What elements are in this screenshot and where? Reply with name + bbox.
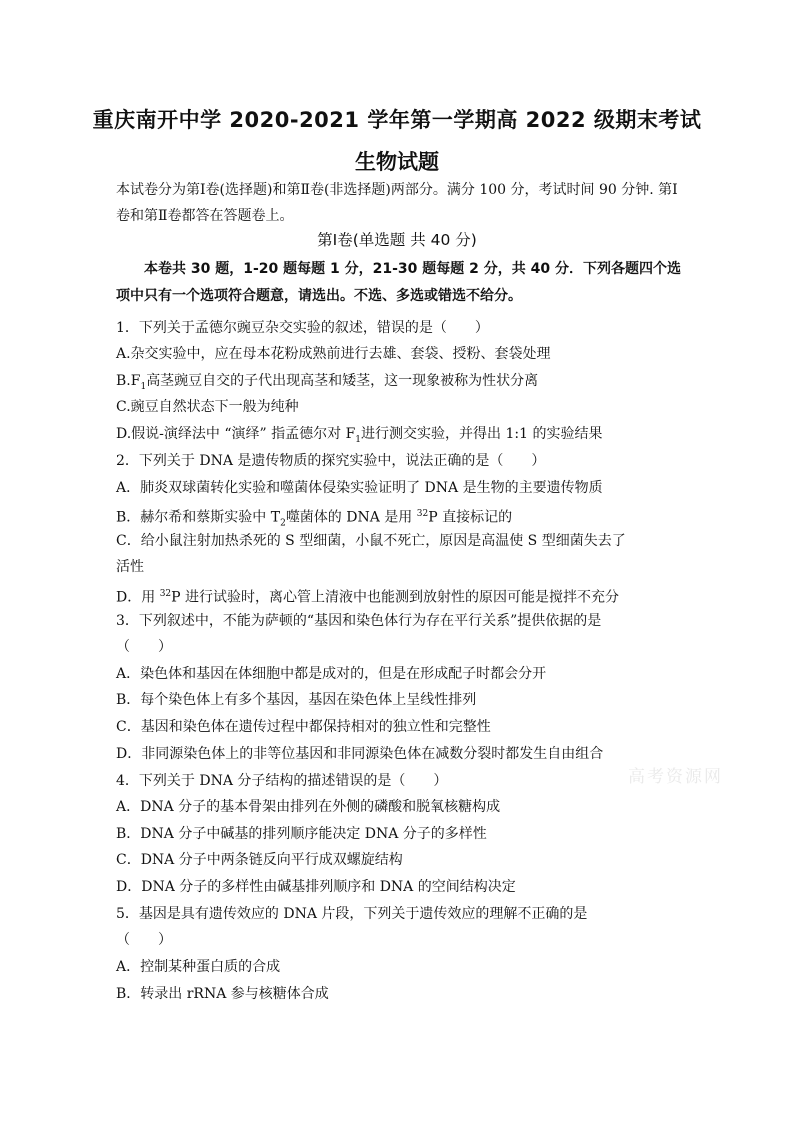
question-2-option-c-line1: C．给小鼠注射加热杀死的 S 型细菌，小鼠不死亡，原因是高温使 S 型细菌失去了	[116, 533, 626, 549]
question-5-option-a: A．控制某种蛋白质的合成	[116, 959, 281, 975]
question-2-stem: 2．下列关于 DNA 是遗传物质的探究实验中，说法正确的是（ ）	[116, 453, 546, 469]
question-2-option-b: B．赫尔希和蔡斯实验中 $T_2$噬菌体的 DNA 是用 $^{32}$P 直接标记的	[116, 509, 513, 529]
question-5-option-b: B．转录出 rRNA 参与核糖体合成	[116, 986, 329, 1002]
question-3-stem-line1: 3．下列叙述中，不能为萨顿的“基因和染色体行为存在平行关系”提供依据的是	[116, 613, 602, 629]
question-1-option-d: D.假说-演绎法中 “演绎” 指孟德尔对 $F_1$进行测交实验，并得出 1:1 的实验结果	[116, 426, 603, 445]
exam-title: 重庆南开中学 2020-2021 学年第一学期高 2022 级期末考试	[92, 108, 702, 132]
question-4-option-d: D．DNA 分子的多样性由碱基排列顺序和 DNA 的空间结构决定	[116, 879, 516, 895]
question-1-stem: 1．下列关于孟德尔豌豆杂交实验的叙述，错误的是（ ）	[116, 320, 489, 336]
question-4-option-a: A．DNA 分子的基本骨架由排列在外侧的磷酸和脱氧核糖构成	[116, 799, 501, 815]
question-3-option-c: C．基因和染色体在遗传过程中都保持相对的独立性和完整性	[116, 719, 491, 735]
question-4-stem: 4．下列关于 DNA 分子结构的描述错误的是（ ）	[116, 773, 448, 789]
question-5-stem-line2: （ ）	[116, 932, 172, 948]
question-3-option-a: A．染色体和基因在体细胞中都是成对的，但是在形成配子时都会分开	[116, 666, 547, 682]
section-title: 第Ⅰ卷(单选题 共 40 分)	[317, 231, 477, 249]
section-instructions: 本卷共 30 题，1-20 题每题 1 分，21-30 题每题 2 分，共 40 分．下列各题四个选项中只有一个选项符合题意，请选出。不选、多选或错选不给分。	[116, 261, 681, 304]
question-1-option-b: $B.F_1$高茎豌豆自交的子代出现高茎和矮茎，这一现象被称为性状分离	[116, 373, 539, 392]
exam-intro: 本试卷分为第Ⅰ卷(选择题)和第Ⅱ卷(非选择题)两部分。满分 100 分，考试时间 90 分钟. 第Ⅰ卷和第Ⅱ卷都答在答题卷上。	[116, 182, 678, 224]
watermark: 高考资源网	[628, 767, 723, 787]
question-2-option-c-line2: 活性	[116, 559, 144, 575]
question-3-stem-line2: （ ）	[116, 639, 172, 655]
question-3-option-b: B．每个染色体上有多个基因，基因在染色体上呈线性排列	[116, 692, 477, 708]
exam-subtitle: 生物试题	[355, 150, 439, 174]
question-1-option-c: C.豌豆自然状态下一般为纯种	[116, 399, 299, 415]
question-5-stem-line1: 5．基因是具有遗传效应的 DNA 片段，下列关于遗传效应的理解不正确的是	[116, 906, 588, 922]
question-4-option-c: C．DNA 分子中两条链反向平行成双螺旋结构	[116, 852, 403, 868]
question-1-option-a: A.杂交实验中，应在母本花粉成熟前进行去雄、套袋、授粉、套袋处理	[116, 346, 551, 362]
question-4-option-b: B．DNA 分子中碱基的排列顺序能决定 DNA 分子的多样性	[116, 826, 487, 842]
question-3-option-d: D．非同源染色体上的非等位基因和非同源染色体在减数分裂时都发生自由组合	[116, 746, 604, 762]
question-2-option-a: A．肺炎双球菌转化实验和噬菌体侵染实验证明了 DNA 是生物的主要遗传物质	[116, 480, 603, 496]
question-2-option-d: D．用 $^{32}$P 进行试验时，离心管上清液中也能测到放射性的原因可能是搅拌不充分	[116, 589, 620, 606]
